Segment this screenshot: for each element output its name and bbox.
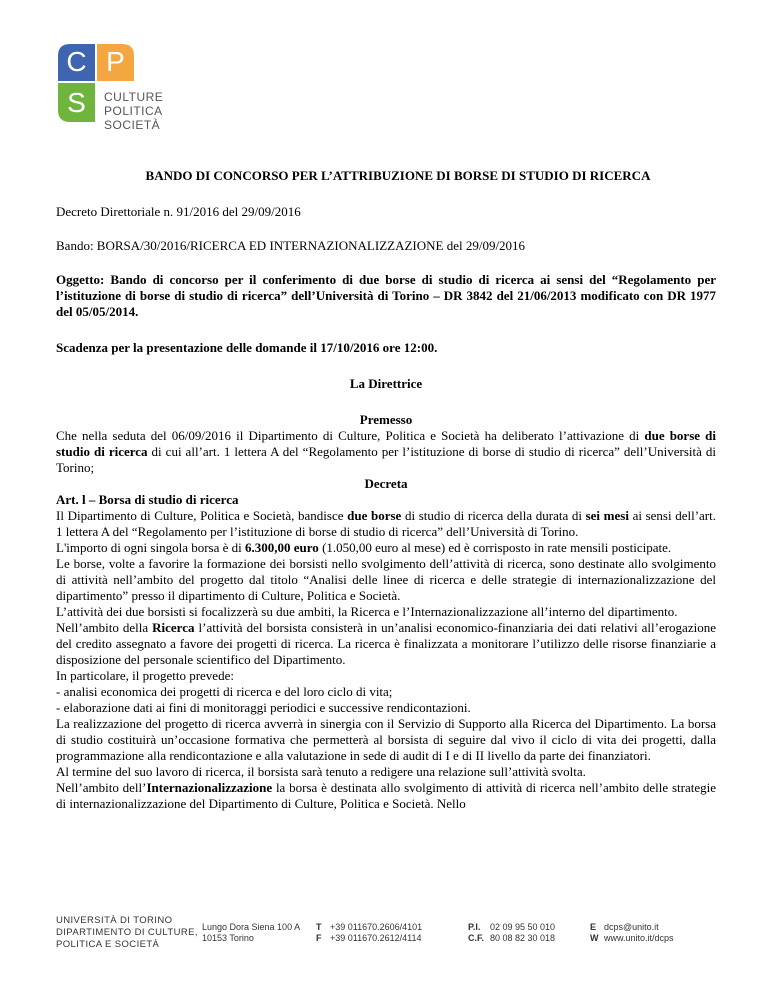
scadenza-line: Scadenza per la presentazione delle domande il 17/10/2016 ore 12:00. — [56, 340, 438, 355]
oggetto-paragraph: Oggetto: Bando di concorso per il conferimento di due borse di studio di ricerca ai sensi del “Regolamento per l’istituzione di borse di studio di ricerca” dell’Università di Torino – DR 3842 del 21/06/2013 modificato con DR 1977 del 05/05/2014. — [56, 272, 716, 319]
direttrice-heading: La Direttrice — [349, 376, 423, 391]
footer-tax-codes — [468, 922, 555, 944]
logo-letter-p: P — [106, 46, 125, 77]
logo-letter-s: S — [67, 87, 86, 118]
art1-bold-mesi: sei mesi — [585, 508, 629, 523]
ricerca-paragraph — [56, 620, 716, 668]
ricerca-text-a: Nell’ambito della — [56, 620, 153, 635]
decreta-heading: Decreta — [364, 476, 408, 491]
attivita-paragraph: L’attività dei due borsisti si focalizzerà su due ambiti, la Ricerca e l’Internazionalizzazione all’interno del dipartimento. — [56, 604, 678, 619]
bando-line: Bando: BORSA/30/2016/RICERCA ED INTERNAZIONALIZZAZIONE del 29/09/2016 — [56, 238, 526, 253]
importo-text-c: (1.050,00 euro al mese) ed è corrisposto in rate mensili posticipate. — [318, 540, 672, 555]
footer-address-line1: Lungo Dora Siena 100 A — [202, 922, 301, 932]
footer-cf-label: C.F. — [468, 933, 485, 943]
art1-bold-borse: due borse — [347, 508, 402, 523]
footer-pi-label: P.I. — [468, 922, 481, 932]
footer-website-link[interactable]: www.unito.it/dcps — [604, 933, 674, 943]
footer-partita-iva: 02 09 95 50 010 — [490, 922, 556, 932]
importo-text-a: L'importo di ogni singola borsa è di — [56, 540, 246, 555]
logo-line-politica: POLITICA — [104, 104, 163, 118]
footer-contacts — [590, 922, 674, 944]
intern-bold: Internazionalizzazione — [146, 780, 273, 795]
footer-email-link[interactable]: dcps@unito.it — [604, 922, 659, 932]
art1-heading: Art. l – Borsa di studio di ricerca — [56, 492, 239, 507]
footer-e-label: E — [590, 922, 597, 932]
borse-paragraph: Le borse, volte a favorire la formazione dei borsisti nello svolgimento dell’attività di ricerca, sono destinate allo svolgimento di attività nell’ambito del progetto dal titolo “Analisi delle linee di ricerca e delle strategie di internazionalizzazione del dipartimento” presso il dipartimento di Culture, Politica e Società. — [56, 556, 716, 603]
list-item: - elaborazione dati ai fini di monitoraggi periodici e successive rendicontazioni. — [56, 700, 471, 715]
footer-uni-line3: POLITICA E SOCIETÀ — [56, 939, 160, 950]
footer-address-line2: 10153 Torino — [202, 933, 254, 943]
list-item: - analisi economica dei progetti di ricerca e del loro ciclo di vita; — [56, 684, 393, 699]
intern-text-a: Nell’ambito dell’ — [56, 780, 147, 795]
footer-t-label: T — [316, 922, 322, 932]
premesso-heading: Premesso — [359, 412, 413, 427]
footer-w-label: W — [590, 933, 599, 943]
logo-line-culture: CULTURE — [104, 90, 164, 104]
page-footer — [56, 915, 716, 955]
internazionalizzazione-paragraph — [56, 780, 716, 812]
art1-text-e: ai sensi dell’art. 1 lettera A del “Regolamento per l’istituzione di borse di studio di ricerca” dell’Università di Torino. — [56, 508, 716, 539]
ricerca-bold: Ricerca — [152, 620, 195, 635]
document-body — [56, 168, 716, 812]
footer-phones — [316, 922, 422, 944]
art1-paragraph — [56, 508, 716, 540]
footer-uni-line2: DIPARTIMENTO DI CULTURE, — [56, 927, 198, 938]
art1-text-a: Il Dipartimento di Culture, Politica e Società, bandisce — [56, 508, 348, 523]
footer-address — [202, 922, 300, 944]
footer-telephone: +39 011670.2606/4101 — [330, 922, 423, 932]
premesso-paragraph — [56, 428, 716, 476]
importo-paragraph — [56, 540, 716, 556]
footer-f-label: F — [316, 933, 322, 943]
importo-amount: 6.300,00 euro — [245, 540, 319, 555]
art1-text-c: di studio di ricerca della durata di — [401, 508, 586, 523]
footer-university — [56, 915, 198, 951]
realizzazione-paragraph: La realizzazione del progetto di ricerca avverrà in sinergia con il Servizio di Supporto alla Ricerca del Dipartimento. La borsa di studio costituirà un’occasione formativa che permetterà al borsista di seguire dal vivo il ciclo di vita dei progetti, dalla programmazione alla rendicontazione e alla valutazione in sede di audit di I e di II livello da parte dei finanziatori. — [56, 716, 716, 763]
cps-logo — [58, 44, 178, 136]
logo-wordmark — [104, 90, 163, 132]
footer-uni-line1: UNIVERSITÀ DI TORINO — [56, 915, 173, 926]
premesso-text-end: di cui all’art. 1 lettera A del “Regolamento per l’istituzione di borse di studio di ricerca” dell’Università di Torino; — [56, 444, 717, 475]
premesso-bold: due borse di studio di ricerca — [56, 428, 716, 459]
logo-line-societa: SOCIETÀ — [104, 118, 161, 132]
ricerca-text-c: l’attività del borsista consisterà in un’analisi economico-finanziaria dei dati relativi all’erogazione del credito assegnato a favore dei progetti di ricerca. La ricerca è finalizzata a monitorare l’utilizzo delle risorse finanziarie a disposizione del personale scientifico del Dipartimento. — [56, 620, 716, 667]
termine-paragraph: Al termine del suo lavoro di ricerca, il borsista sarà tenuto a redigere una relazione sull’attività svolta. — [56, 764, 586, 779]
premesso-text: Che nella seduta del 06/09/2016 il Dipartimento di Culture, Politica e Società ha deliberato l’attivazione di — [56, 428, 645, 443]
logo-letter-c: C — [66, 46, 87, 77]
decreto-line: Decreto Direttoriale n. 91/2016 del 29/09/2016 — [56, 204, 301, 219]
intern-text-c: la borsa è destinata allo svolgimento di attività di ricerca nell’ambito delle strategie di internazionalizzazione del Dipartimento di Culture, Politica e Società. Nello — [56, 780, 717, 811]
document-title: BANDO DI CONCORSO PER L’ATTRIBUZIONE DI BORSE DI STUDIO DI RICERCA — [145, 168, 651, 183]
footer-fax: +39 011670.2612/4114 — [330, 933, 422, 943]
footer-codice-fiscale: 80 08 82 30 018 — [490, 933, 556, 943]
in-particolare-line: In particolare, il progetto prevede: — [56, 668, 234, 683]
